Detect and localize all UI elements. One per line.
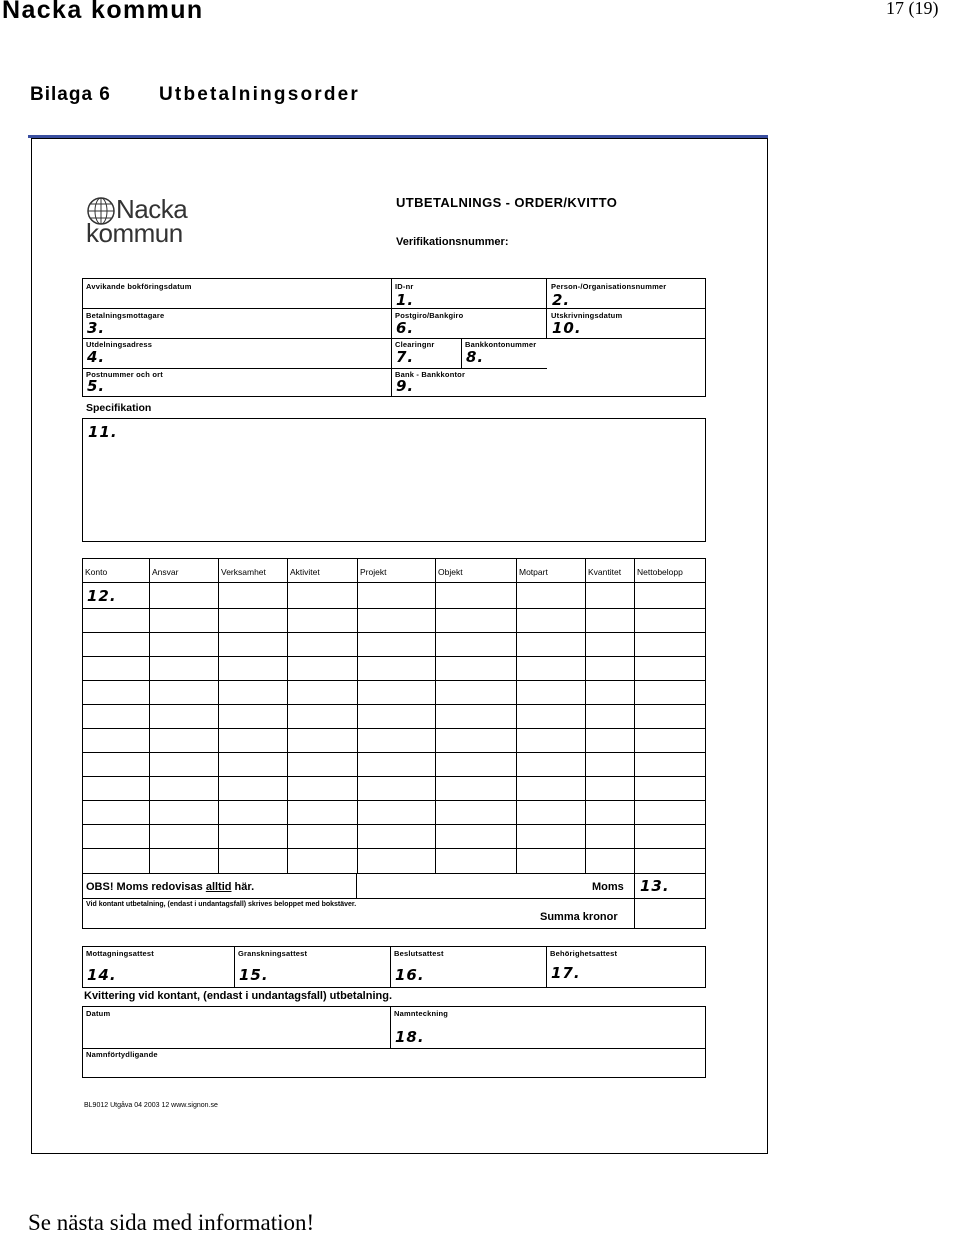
postgiro-value: 6. bbox=[396, 319, 415, 337]
table-header-cell: Aktivitet bbox=[290, 567, 320, 577]
table-row-line bbox=[82, 656, 706, 657]
adress-value: 4. bbox=[87, 348, 106, 366]
attest-2-value: 15. bbox=[239, 966, 269, 984]
postgiro-label: Postgiro/Bankgiro bbox=[395, 311, 464, 320]
table-row-line bbox=[82, 728, 706, 729]
attest-4-label: Behörighetsattest bbox=[550, 949, 618, 958]
table-header-cell: Kvantitet bbox=[588, 567, 622, 577]
namnteckning-label: Namnteckning bbox=[394, 1009, 449, 1018]
obs-text bbox=[86, 881, 254, 893]
table-row-line bbox=[82, 824, 706, 825]
attest-2-label: Granskningsattest bbox=[238, 949, 308, 958]
postnr-value: 5. bbox=[87, 377, 106, 395]
table-header-cell: Projekt bbox=[360, 567, 387, 577]
verification-label: Verifikationsnummer: bbox=[396, 236, 509, 248]
attest-1-value: 14. bbox=[87, 966, 117, 984]
nacka-logo bbox=[86, 196, 196, 248]
logo-line1: Nacka bbox=[116, 194, 188, 224]
bank-value: 9. bbox=[396, 377, 415, 395]
idnr-label: ID-nr bbox=[395, 282, 414, 291]
table-first-value: 12. bbox=[87, 587, 117, 605]
attest-3-label: Beslutsattest bbox=[394, 949, 444, 958]
utskrivning-value: 10. bbox=[552, 319, 582, 337]
table-row-line bbox=[82, 776, 706, 777]
table-column-line bbox=[516, 558, 517, 874]
page-number: 17 (19) bbox=[886, 0, 939, 18]
attest-4-value: 17. bbox=[551, 964, 581, 982]
table-row-line bbox=[82, 752, 706, 753]
personnr-label: Person-/Organisationsnummer bbox=[551, 282, 667, 291]
postnr-label: Postnummer och ort bbox=[86, 370, 163, 379]
utskrivning-label: Utskrivningsdatum bbox=[551, 311, 623, 320]
table-column-line bbox=[218, 558, 219, 874]
table-column-line bbox=[287, 558, 288, 874]
account-table bbox=[82, 558, 706, 874]
kontant-note: Vid kontant utbetalning, (endast i undantagsfall) skrives beloppet med bokstäver. bbox=[86, 901, 357, 908]
mottagare-label: Betalningsmottagare bbox=[86, 311, 165, 320]
spec-value: 11. bbox=[88, 423, 118, 441]
appendix-title: Utbetalningsorder bbox=[159, 84, 361, 105]
table-header-cell: Motpart bbox=[519, 567, 548, 577]
bank-label: Bank - Bankkontor bbox=[395, 370, 466, 379]
table-row-line bbox=[82, 680, 706, 681]
avvikande-label: Avvikande bokföringsdatum bbox=[86, 282, 192, 291]
table-row-line bbox=[82, 632, 706, 633]
moms-value: 13. bbox=[640, 877, 670, 895]
spec-box bbox=[82, 418, 706, 542]
bankkonto-label: Bankkontonummer bbox=[465, 340, 537, 349]
moms-label: Moms bbox=[592, 881, 624, 893]
org-title: Nacka kommun bbox=[2, 0, 204, 24]
table-row-line bbox=[82, 704, 706, 705]
table-row-line bbox=[82, 800, 706, 801]
table-header-cell: Konto bbox=[85, 567, 108, 577]
table-header-cell: Ansvar bbox=[152, 567, 179, 577]
namnteckning-value: 18. bbox=[395, 1028, 425, 1046]
appendix-label: Bilaga 6 bbox=[30, 84, 111, 105]
table-column-line bbox=[634, 558, 635, 874]
table-header-cell: Nettobelopp bbox=[637, 567, 683, 577]
namnfortydligande-label: Namnförtydligande bbox=[86, 1050, 158, 1059]
idnr-value: 1. bbox=[396, 291, 415, 309]
clearing-value: 7. bbox=[396, 348, 415, 366]
adress-label: Utdelningsadress bbox=[86, 340, 153, 349]
table-row-line bbox=[82, 582, 706, 583]
table-column-line bbox=[357, 558, 358, 874]
table-header-cell: Verksamhet bbox=[221, 567, 266, 577]
table-header-cell: Objekt bbox=[438, 567, 463, 577]
table-column-line bbox=[435, 558, 436, 874]
obs-text-pre: OBS! Moms redovisas bbox=[86, 881, 206, 893]
obs-text-post: här. bbox=[231, 881, 255, 893]
datum-label: Datum bbox=[86, 1009, 111, 1018]
personnr-value: 2. bbox=[552, 291, 571, 309]
table-column-line bbox=[149, 558, 150, 874]
bankkonto-value: 8. bbox=[466, 348, 485, 366]
table-column-line bbox=[585, 558, 586, 874]
form-title: UTBETALNINGS - ORDER/KVITTO bbox=[396, 195, 618, 210]
table-row-line bbox=[82, 848, 706, 849]
form-footer-code: BL9012 Utgåva 04 2003 12 www.signon.se bbox=[84, 1102, 218, 1109]
spec-label: Specifikation bbox=[86, 402, 152, 414]
kvittering-title: Kvittering vid kontant, (endast i undantagsfall) utbetalning. bbox=[84, 990, 393, 1002]
obs-text-emph: alltid bbox=[205, 881, 232, 893]
mottagare-value: 3. bbox=[87, 319, 106, 337]
clearing-label: Clearingnr bbox=[395, 340, 435, 349]
logo-line2: kommun bbox=[86, 218, 183, 248]
summa-label: Summa kronor bbox=[540, 911, 618, 923]
next-page-text: Se nästa sida med information! bbox=[28, 1210, 315, 1235]
attest-1-label: Mottagningsattest bbox=[86, 949, 154, 958]
table-row-line bbox=[82, 608, 706, 609]
attest-3-value: 16. bbox=[395, 966, 425, 984]
